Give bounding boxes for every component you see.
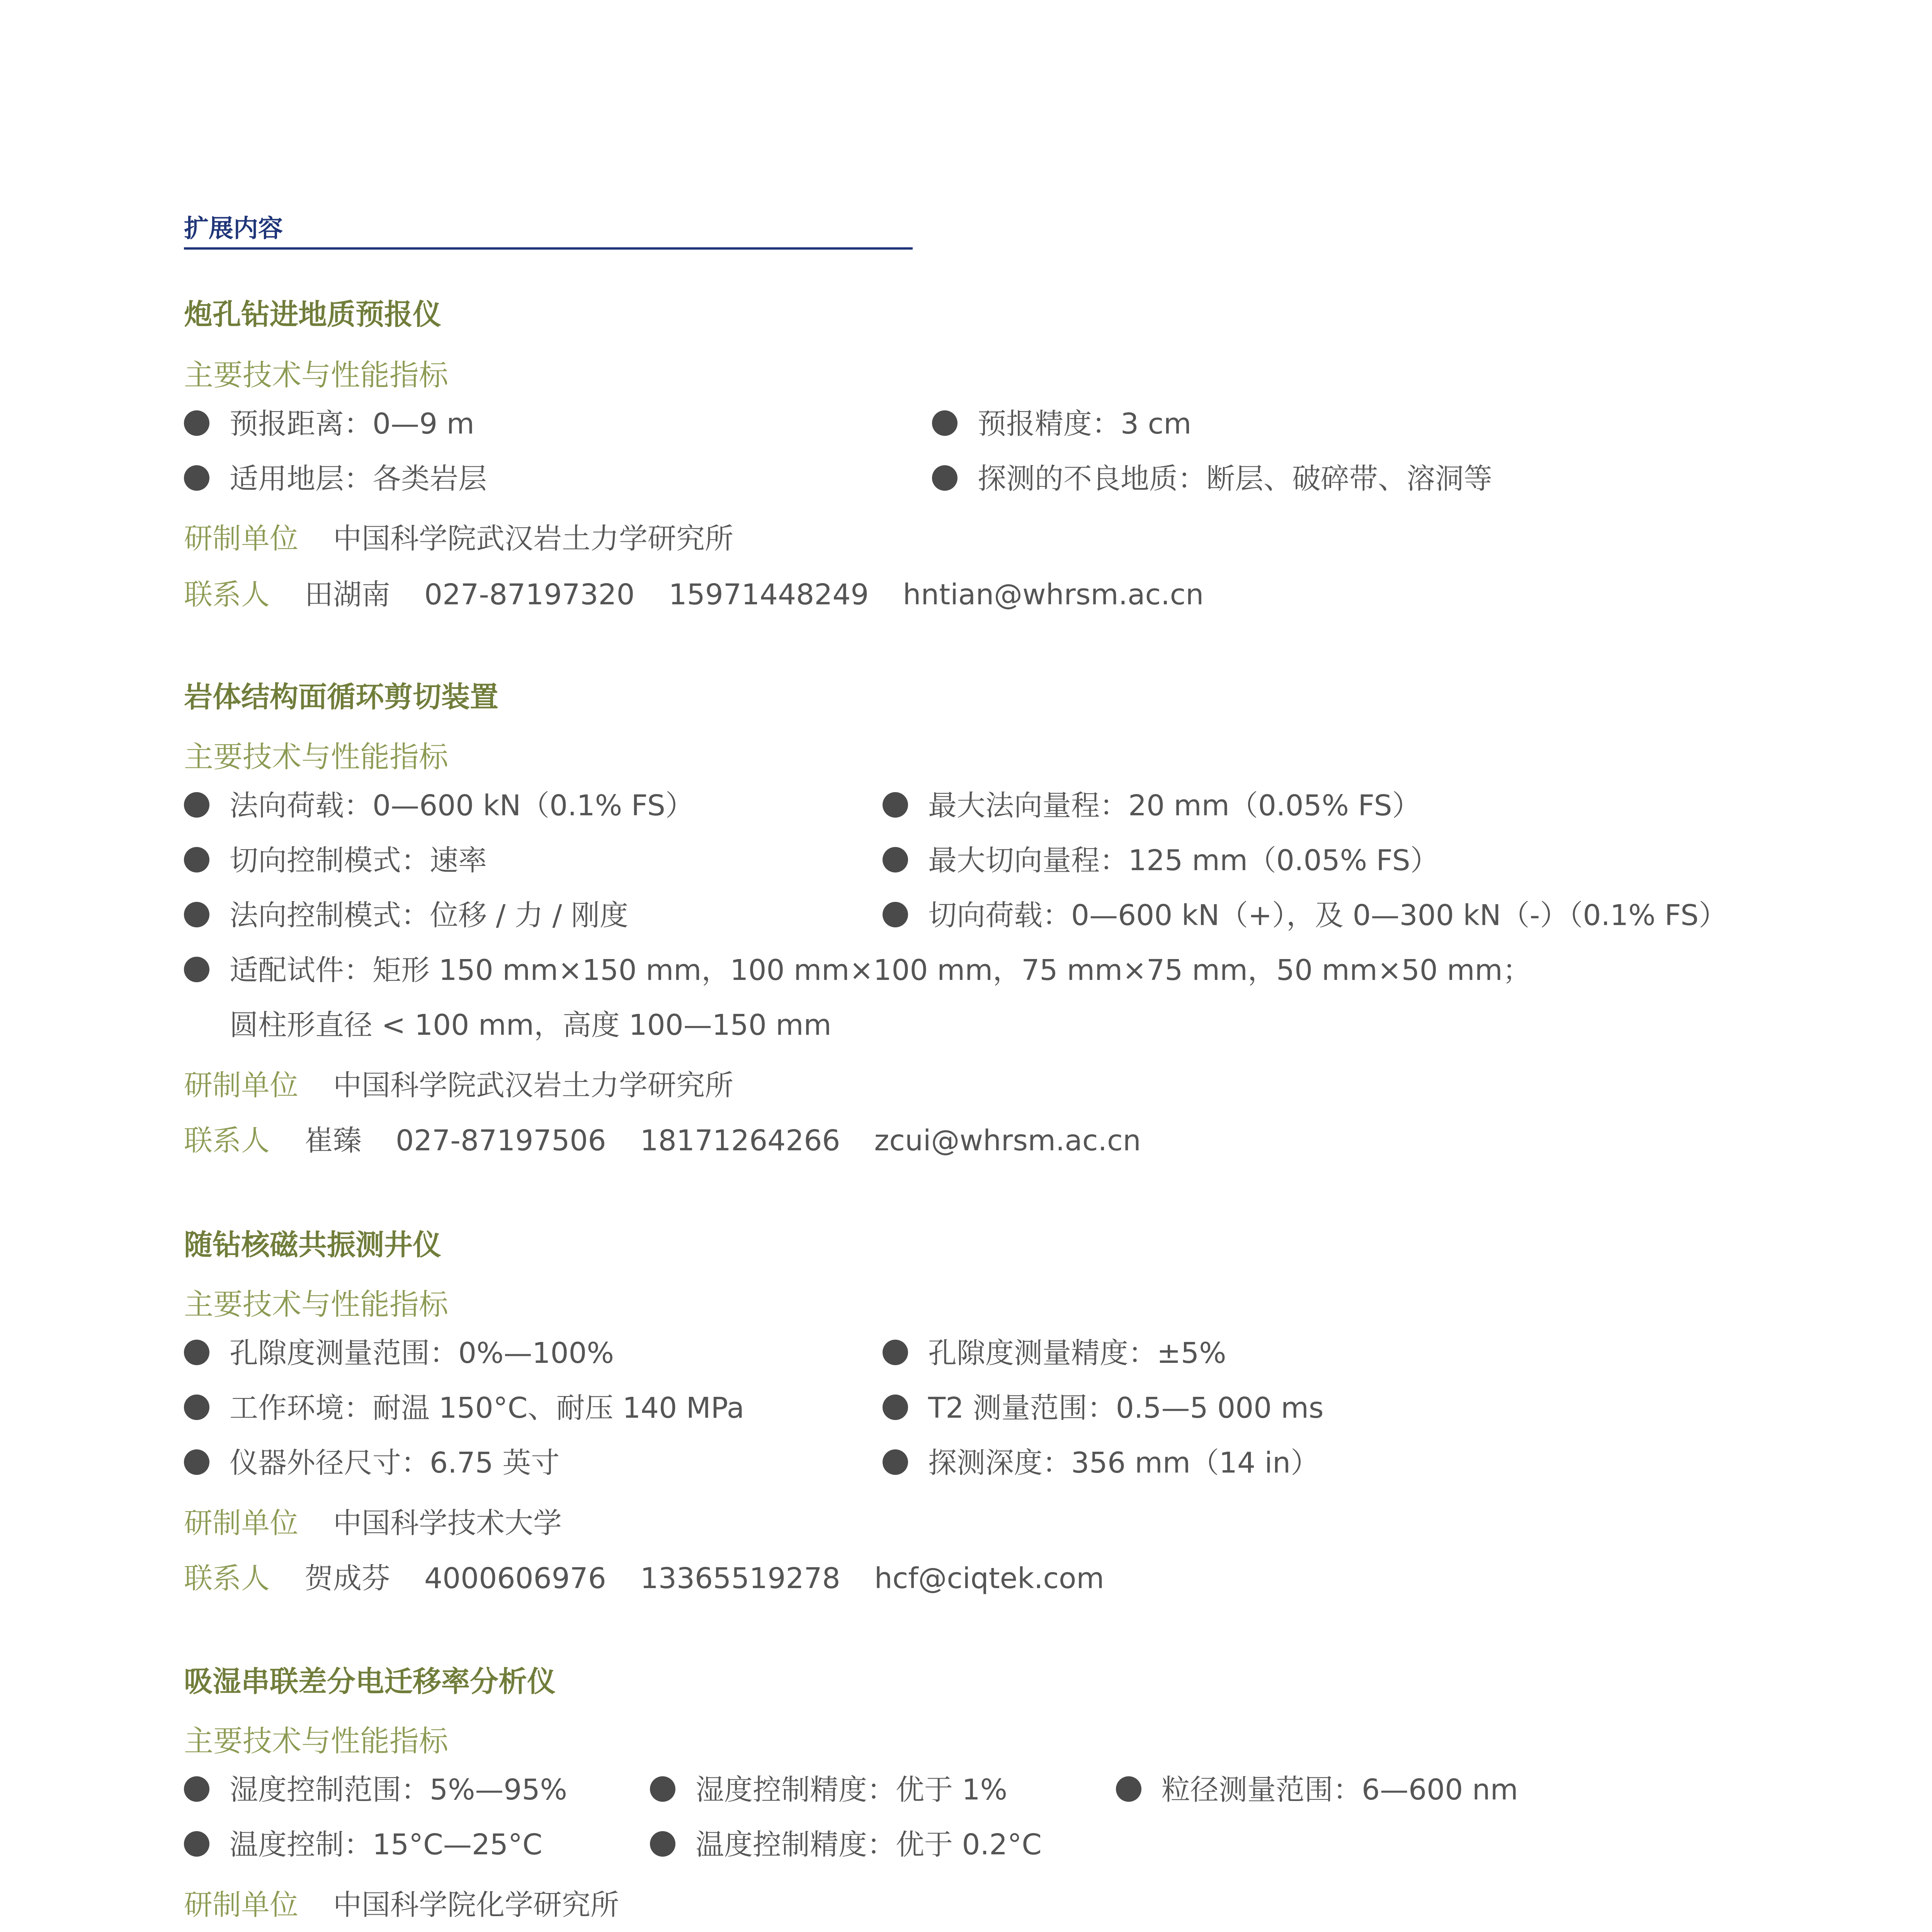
- header-divider: [184, 247, 913, 250]
- spec-item: 仪器外径尺寸：6.75 英寸: [184, 1449, 560, 1477]
- spec-item: 温度控制：15°C—25°C: [184, 1830, 543, 1859]
- spec-item: T2 测量范围：0.5—5 000 ms: [883, 1394, 1324, 1422]
- spec-item: 工作环境：耐温 150°C、耐压 140 MPa: [184, 1394, 744, 1422]
- specs-label: 主要技术与性能指标: [184, 358, 448, 392]
- contact-phone: 4000606976: [424, 1562, 606, 1595]
- bullet-icon: [883, 1395, 908, 1420]
- bullet-icon: [184, 792, 209, 818]
- product-title: 吸湿串联差分电迁移率分析仪: [184, 1665, 556, 1698]
- bullet-icon: [184, 1449, 209, 1475]
- specs-label: 主要技术与性能指标: [184, 740, 448, 774]
- spec-item-continuation: 圆柱形直径 < 100 mm，高度 100—150 mm: [230, 1009, 832, 1042]
- contact-name: 田湖南: [304, 578, 390, 611]
- bullet-icon: [184, 410, 209, 436]
- spec-item: 适配试件：矩形 150 mm×150 mm，100 mm×100 mm，75 mm×75 mm，50 mm×50 mm；: [184, 956, 1531, 985]
- product-title: 炮孔钻进地质预报仪: [184, 298, 441, 331]
- developer-line: 研制单位 中国科学院武汉岩土力学研究所: [184, 1069, 733, 1102]
- spec-item: 预报距离：0—9 m: [184, 410, 474, 438]
- contact-phone: 027-87197506: [396, 1124, 606, 1157]
- spec-item: 法向荷载：0—600 kN（0.1% FS）: [184, 791, 694, 820]
- spec-item: 切向荷载：0—600 kN（+），及 0—300 kN（-）（0.1% FS）: [883, 901, 1727, 930]
- contact-name: 崔臻: [304, 1124, 362, 1157]
- developer-line: 研制单位 中国科学院武汉岩土力学研究所: [184, 522, 733, 555]
- bullet-icon: [184, 957, 209, 982]
- bullet-icon: [1116, 1776, 1141, 1802]
- contact-mobile: 13365519278: [640, 1562, 840, 1595]
- spec-item: 最大切向量程：125 mm（0.05% FS）: [883, 846, 1439, 875]
- contact-name: 贺成芬: [304, 1562, 390, 1595]
- spec-item: 湿度控制精度：优于 1%: [650, 1776, 1007, 1804]
- bullet-icon: [184, 465, 209, 491]
- developer-org: 中国科学院武汉岩土力学研究所: [333, 522, 733, 555]
- spec-item: 探测的不良地质：断层、破碎带、溶洞等: [932, 464, 1492, 493]
- bullet-icon: [184, 902, 209, 927]
- contact-line: 联系人 崔臻 027-87197506 18171264266 zcui@whrsm.ac.cn: [184, 1124, 1141, 1157]
- bullet-icon: [184, 1395, 209, 1420]
- specs-label: 主要技术与性能指标: [184, 1724, 448, 1758]
- bullet-icon: [184, 1831, 209, 1857]
- contact-line: 联系人 田湖南 027-87197320 15971448249 hntian@whrsm.ac.cn: [184, 578, 1204, 611]
- spec-item: 适用地层：各类岩层: [184, 464, 487, 493]
- developer-org: 中国科学院化学研究所: [333, 1888, 619, 1922]
- section-header: 扩展内容: [184, 214, 283, 243]
- developer-org: 中国科学院武汉岩土力学研究所: [333, 1069, 733, 1102]
- bullet-icon: [883, 902, 908, 927]
- spec-item: 最大法向量程：20 mm（0.05% FS）: [883, 791, 1421, 820]
- bullet-icon: [184, 1340, 209, 1365]
- bullet-icon: [184, 847, 209, 872]
- developer-line: 研制单位 中国科学技术大学: [184, 1507, 562, 1540]
- developer-org: 中国科学技术大学: [333, 1507, 562, 1540]
- contact-email: hcf@ciqtek.com: [874, 1562, 1104, 1595]
- spec-item: 切向控制模式：速率: [184, 846, 487, 875]
- spec-item: 孔隙度测量精度：±5%: [883, 1339, 1226, 1367]
- spec-item: 湿度控制范围：5%—95%: [184, 1776, 567, 1804]
- contact-line: 联系人 贺成芬 4000606976 13365519278 hcf@ciqtek.com: [184, 1562, 1104, 1595]
- bullet-icon: [883, 792, 908, 818]
- spec-item: 孔隙度测量范围：0%—100%: [184, 1339, 614, 1367]
- developer-line: 研制单位 中国科学院化学研究所: [184, 1888, 619, 1922]
- product-title: 随钻核磁共振测井仪: [184, 1228, 441, 1262]
- bullet-icon: [883, 1340, 908, 1365]
- contact-mobile: 15971448249: [668, 578, 869, 611]
- spec-item: 温度控制精度：优于 0.2°C: [650, 1830, 1042, 1859]
- bullet-icon: [650, 1831, 675, 1857]
- bullet-icon: [184, 1776, 209, 1802]
- spec-item: 法向控制模式：位移 / 力 / 刚度: [184, 901, 628, 930]
- bullet-icon: [932, 410, 957, 436]
- bullet-icon: [932, 465, 957, 491]
- contact-email: hntian@whrsm.ac.cn: [903, 578, 1204, 611]
- spec-item: 预报精度：3 cm: [932, 410, 1191, 438]
- product-title: 岩体结构面循环剪切装置: [184, 680, 498, 714]
- spec-item: 粒径测量范围：6—600 nm: [1116, 1776, 1518, 1804]
- spec-item: 探测深度：356 mm（14 in）: [883, 1449, 1319, 1477]
- bullet-icon: [883, 1449, 908, 1475]
- contact-email: zcui@whrsm.ac.cn: [874, 1124, 1141, 1157]
- bullet-icon: [883, 847, 908, 872]
- contact-mobile: 18171264266: [640, 1124, 840, 1157]
- specs-label: 主要技术与性能指标: [184, 1287, 448, 1321]
- contact-phone: 027-87197320: [424, 578, 635, 611]
- bullet-icon: [650, 1776, 675, 1802]
